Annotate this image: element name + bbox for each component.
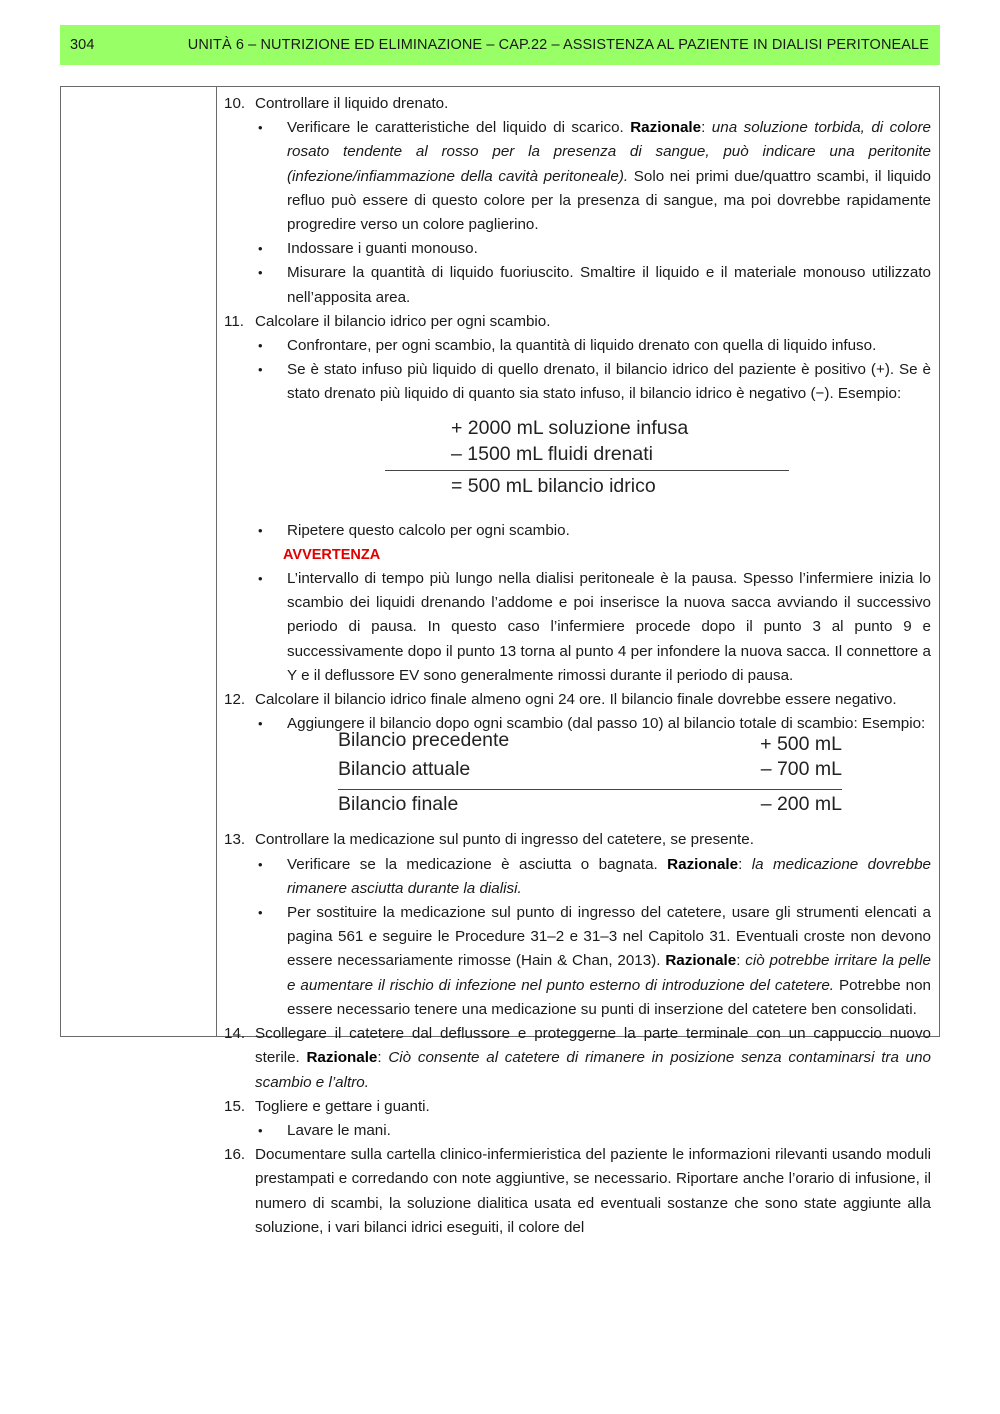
bullet-icon: • [258, 856, 263, 872]
rationale-text: Ciò consente al catetere di rimanere in posizione senza contaminarsi tra uno scambio e l’altro. [255, 1049, 931, 1091]
step-text: Calcolare il bilancio idrico finale almeno ogni 24 ore. Il bilancio finale dovrebbe essere negativo. [255, 691, 897, 709]
rationale-text: la medicazione dovrebbe rimanere asciutta durante la dialisi. [287, 855, 931, 897]
rationale-text: una soluzione torbida, di colore rosato tendente al rosso per la presenza di sangue, può indicare una peritonite (infezione/infiammazione della cavità peritoneale). [287, 119, 931, 185]
step-16 [224, 1143, 931, 1240]
step-text: Documentare sulla cartella clinico-infermieristica del paziente le informazioni rilevanti usando moduli prestampati e corredando con note aggiuntive, se necessario. Riportare anche l’orario di infusione, il numero di scambi, la soluzione dialitica usata ed eventuali sostanze che sono state aggiunte alla soluzione, i vari bilanci idrici eseguiti, il colore del [255, 1146, 931, 1236]
balance-value: – 200 mL [760, 793, 842, 816]
calc-line: + 2000 mL soluzione infusa [451, 416, 689, 439]
rationale-label: Razionale [306, 1049, 378, 1067]
list-item: • Confrontare, per ogni scambio, la quantità di liquido drenato con quella di liquido infuso. [224, 334, 931, 358]
bullet-icon: • [258, 338, 263, 354]
calc-line: – 1500 mL fluidi drenati [451, 442, 653, 465]
step-number: 10. [224, 95, 246, 112]
step-number: 16. [224, 1146, 246, 1164]
step-number: 11. [224, 312, 244, 330]
sum-rule [385, 470, 789, 471]
page-header [60, 25, 940, 65]
balance-row [338, 792, 842, 816]
step-15 [224, 1095, 931, 1119]
running-title: UNITÀ 6 – NUTRIZIONE ED ELIMINAZIONE – CAP.22 – ASSISTENZA AL PAZIENTE IN DIALISI PERITONEALE [187, 37, 929, 53]
step-13 [224, 828, 931, 852]
rationale-label: Razionale [630, 119, 702, 137]
balance-label: Bilancio finale [338, 793, 459, 816]
step-10 [224, 92, 931, 116]
step-text: Togliere e gettare i guanti. [255, 1097, 430, 1115]
procedure-table [60, 86, 940, 1236]
balance-label: Bilancio attuale [338, 758, 471, 781]
step-number: 15. [224, 1097, 246, 1115]
bullet-icon: • [258, 716, 263, 732]
step-14: 14. Scollegare il catetere dal deflussore e proteggerne la parte terminale con un cappuccio nuovo sterile. Razionale: Ciò consente al catetere di rimanere in posizione senza contaminarsi tra uno scambio e l’altro. [224, 1022, 931, 1095]
rationale-label: Razionale [667, 855, 739, 873]
bullet-icon: • [258, 362, 263, 378]
sum-rule [338, 789, 842, 790]
bullet-icon: • [258, 265, 263, 281]
step-text: Calcolare il bilancio idrico per ogni scambio. [255, 312, 551, 330]
list-item: • L’intervallo di tempo più lungo nella dialisi peritoneale è la pausa. Spesso l’infermiere inizia lo scambio dei liquidi drenando l’addome e poi inserisce la nuova sacca avviando il successivo periodo di pausa. In questo caso l’infermiere procede dopo il punto 3 al punto 9 e successivamente dopo il punto 13 torna al punto 4 per infondere la nuova sacca. Il connettore a Y e il deflussore EV sono generalmente rimossi durante il periodo di pausa. [224, 567, 931, 688]
balance-label: Bilancio precedente [338, 729, 510, 752]
balance-row [338, 757, 842, 781]
bullet-icon: • [258, 241, 263, 257]
balance-value: + 500 mL [760, 733, 842, 756]
bullet-icon: • [258, 522, 263, 538]
step-12 [224, 688, 931, 712]
list-item: • Misurare la quantità di liquido fuoriuscito. Smaltire il liquido e il materiale monouso utilizzato nell’apposita area. [224, 261, 931, 309]
list-item: • Verificare se la medicazione è asciutta o bagnata. Razionale: la medicazione dovrebbe rimanere asciutta durante la dialisi. [224, 853, 931, 901]
rationale-label: Razionale [665, 952, 737, 970]
column-divider [216, 87, 217, 1036]
procedure-steps [224, 92, 931, 1240]
calc-result: = 500 mL bilancio idrico [451, 474, 656, 497]
list-item: • Lavare le mani. [224, 1119, 931, 1143]
step-11 [224, 310, 931, 334]
page-number: 304 [70, 37, 95, 53]
fluid-balance-calculation [224, 407, 931, 519]
list-item: • Se è stato infuso più liquido di quello drenato, il bilancio idrico del paziente è positivo (+). Se è stato drenato più liquido di quanto sia stato infuso, il bilancio idrico è negativo (−). Esempio: [224, 358, 931, 406]
warning-heading: AVVERTENZA [283, 546, 381, 563]
step-number: 14. [224, 1025, 246, 1043]
balance-row [338, 728, 842, 756]
step-text: Controllare il liquido drenato. [255, 95, 449, 112]
rationale-text: ciò potrebbe irritare la pelle e aumentare il rischio di infezione nel punto esterno di introduzione del catetere. [287, 952, 931, 994]
list-item: • Aggiungere il bilancio dopo ogni scambio (dal passo 10) al bilancio totale di scambio: Esempio: [224, 712, 931, 736]
bullet-icon: • [258, 1122, 263, 1138]
bullet-icon: • [258, 905, 263, 921]
list-item: • Ripetere questo calcolo per ogni scambio. [224, 519, 931, 543]
list-item: • Per sostituire la medicazione sul punto di ingresso del catetere, usare gli strumenti elencati a pagina 561 e seguire le Procedure 31–2 e 31–3 nel Capitolo 31. Eventuali croste non devono essere necessariamente rimosse (Hain & Chan, 2013). Razionale: ciò potrebbe irritare la pelle e aumentare il rischio di infezione nel punto esterno di introduzione del catetere. Potrebbe non essere necessario tenere una medicazione su punti di inserzione del catetere ben consolidati. [224, 901, 931, 1022]
balance-value: – 700 mL [760, 758, 842, 781]
list-item: • Verificare le caratteristiche del liquido di scarico. Razionale: una soluzione torbida, di colore rosato tendente al rosso per la presenza di sangue, può indicare una peritonite (infezione/infiammazione della cavità peritoneale). Solo nei primi due/quattro scambi, il liquido refluo può essere di questo colore per la presenza di sangue, ma poi dovrebbe rapidamente progredire verso un colore paglierino. [224, 116, 931, 237]
bullet-icon: • [258, 120, 263, 136]
list-item: • Indossare i guanti monouso. [224, 237, 931, 261]
final-balance-table [224, 728, 931, 828]
step-text: Controllare la medicazione sul punto di ingresso del catetere, se presente. [255, 831, 754, 849]
step-number: 12. [224, 691, 246, 709]
bullet-icon: • [258, 571, 263, 587]
step-number: 13. [224, 831, 246, 849]
